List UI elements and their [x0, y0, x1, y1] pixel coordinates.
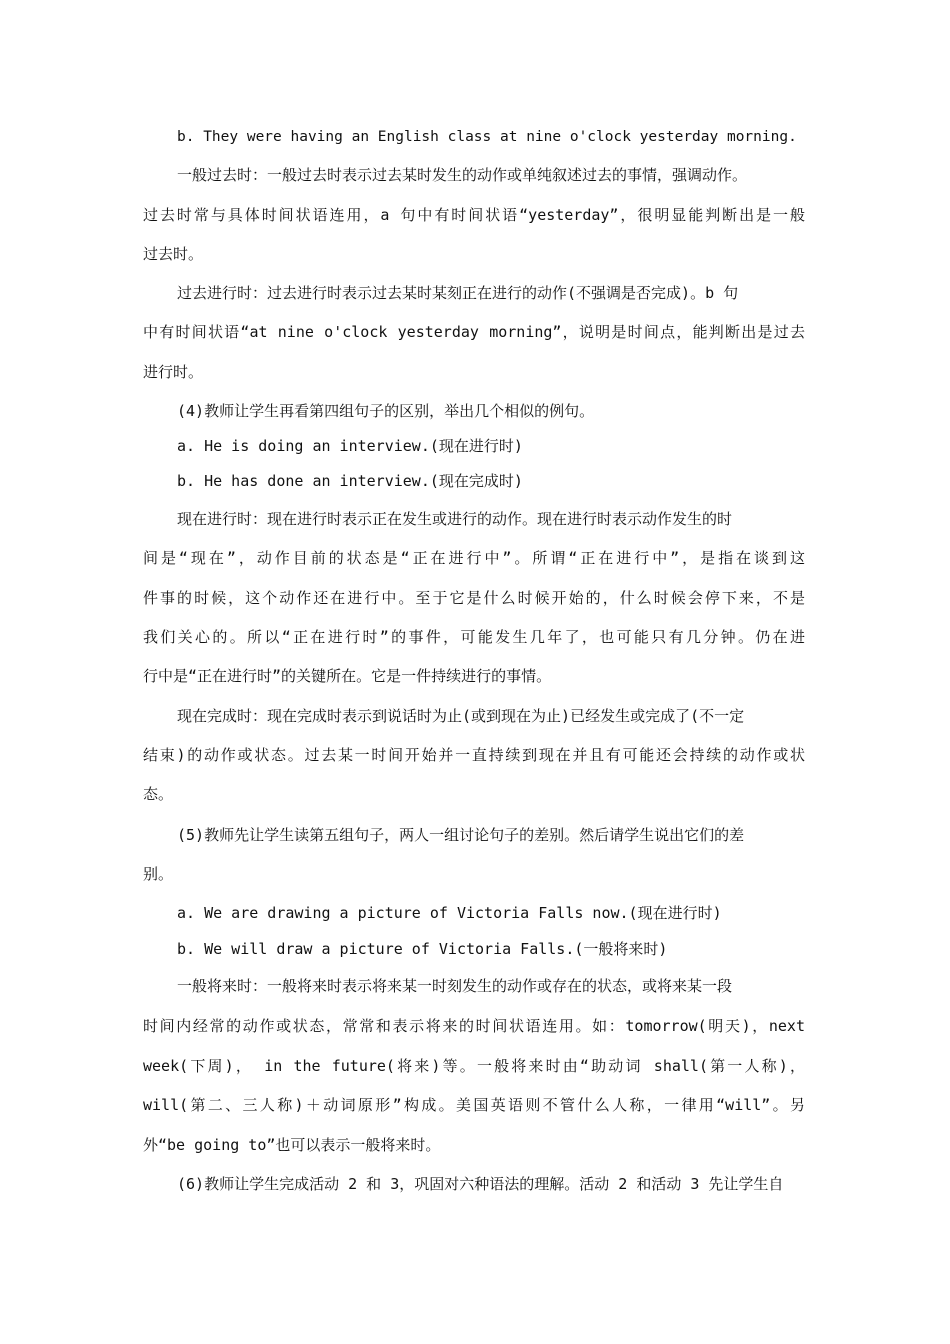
paragraph-line: 外“be going to”也可以表示一般将来时。 — [143, 1136, 441, 1154]
paragraph-line: 一般将来时：一般将来时表示将来某一时刻发生的动作或存在的状态，或将来某一段 — [177, 977, 733, 995]
paragraph-line: 别。 — [143, 865, 174, 883]
example-sentence-b: b. He has done an interview.(现在完成时) — [177, 472, 523, 490]
paragraph-line: 过去时常与具体时间状语连用，a 句中有时间状语“yesterday”，很明显能判断出是一般 — [143, 206, 805, 224]
paragraph-line: 过去时。 — [143, 245, 204, 263]
paragraph-line: 行中是“正在进行时”的关键所在。它是一件持续进行的事情。 — [143, 667, 552, 685]
step-heading-4: (4)教师让学生再看第四组句子的区别，举出几个相似的例句。 — [177, 402, 595, 420]
paragraph-line: 我们关心的。所以“正在进行时”的事件，可能发生几年了，也可能只有几分钟。仍在进 — [143, 628, 805, 646]
step-heading-5: (5)教师先让学生读第五组句子，两人一组讨论句子的差别。然后请学生说出它们的差 — [177, 826, 745, 844]
paragraph-line: 一般过去时：一般过去时表示过去某时发生的动作或单纯叙述过去的事情，强调动作。 — [177, 166, 748, 184]
paragraph-line: 件事的时候，这个动作还在进行中。至于它是什么时候开始的，什么时候会停下来，不是 — [143, 589, 805, 607]
paragraph-line: 结束)的动作或状态。过去某一时间开始并一直持续到现在并且有可能还会持续的动作或状 — [143, 746, 805, 764]
paragraph-line: 中有时间状语“at nine o'clock yesterday morning”，说明是时间点，能判断出是过去 — [143, 323, 805, 341]
paragraph-line: 时间内经常的动作或状态，常常和表示将来的时间状语连用。如：tomorrow(明天)，next — [143, 1017, 805, 1035]
step-heading-6: (6)教师让学生完成活动 2 和 3，巩固对六种语法的理解。活动 2 和活动 3 先让学生自 — [177, 1175, 784, 1193]
paragraph-line: 现在完成时：现在完成时表示到说话时为止(或到现在为止)已经发生或完成了(不一定 — [177, 707, 745, 725]
example-sentence-a: a. He is doing an interview.(现在进行时) — [177, 437, 523, 455]
paragraph-line: 进行时。 — [143, 363, 204, 381]
paragraph-line: 过去进行时：过去进行时表示过去某时某刻正在进行的动作(不强调是否完成)。b 句 — [177, 284, 739, 302]
paragraph-line: week(下周)， in the future(将来)等。一般将来时由“助动词 shall(第一人称)， — [143, 1057, 805, 1075]
paragraph-line: will(第二、三人称)＋动词原形”构成。美国英语则不管什么人称，一律用“will”。另 — [143, 1096, 805, 1114]
paragraph-line: 间是“现在”，动作目前的状态是“正在进行中”。所谓“正在进行中”，是指在谈到这 — [143, 549, 805, 567]
example-sentence-b: b. They were having an English class at nine o'clock yesterday morning. — [177, 129, 797, 145]
example-sentence-b: b. We will draw a picture of Victoria Falls.(一般将来时) — [177, 940, 668, 958]
paragraph-line: 现在进行时：现在进行时表示正在发生或进行的动作。现在进行时表示动作发生的时 — [177, 510, 733, 528]
example-sentence-a: a. We are drawing a picture of Victoria Falls now.(现在进行时) — [177, 904, 722, 922]
paragraph-line: 态。 — [143, 785, 174, 803]
